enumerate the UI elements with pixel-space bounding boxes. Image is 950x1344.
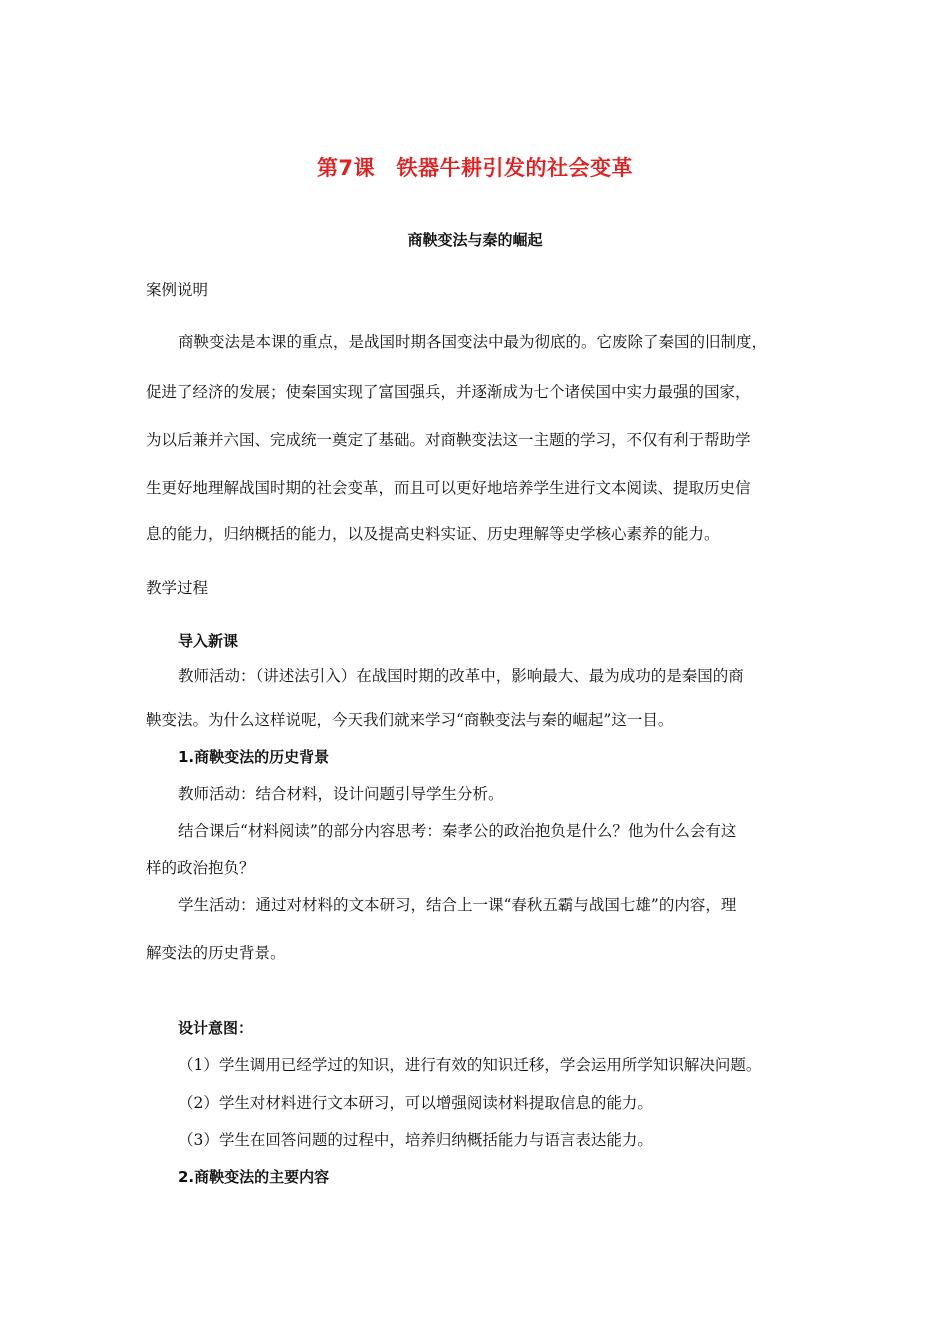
section1-line: 学生活动：通过对材料的文本研习，结合上一课“春秋五霸与战国七雄”的内容，理	[178, 896, 737, 914]
section1-heading: 1.商鞅变法的历史背景	[178, 748, 330, 766]
case-heading: 案例说明	[146, 281, 209, 299]
intro-line: 鞅变法。为什么这样说呢，今天我们就来学习“商鞅变法与秦的崛起”这一目。	[146, 711, 674, 729]
case-paragraph-line: 生更好地理解战国时期的社会变革，而且可以更好地培养学生进行文本阅读、提取历史信	[146, 479, 751, 497]
section1-line: 结合课后“材料阅读”的部分内容思考：秦孝公的政治抱负是什么？他为什么会有这	[178, 822, 737, 840]
design-item: （3）学生在回答问题的过程中，培养归纳概括能力与语言表达能力。	[178, 1131, 653, 1149]
case-paragraph-line: 息的能力，归纳概括的能力，以及提高史料实证、历史理解等史学核心素养的能力。	[146, 525, 720, 543]
section2-heading: 2.商鞅变法的主要内容	[178, 1168, 330, 1186]
case-paragraph-line: 促进了经济的发展；使秦国实现了富国强兵，并逐渐成为七个诸侯国中实力最强的国家，	[146, 383, 751, 401]
section1-line: 教师活动：结合材料，设计问题引导学生分析。	[178, 785, 504, 803]
intro-heading: 导入新课	[178, 632, 239, 650]
design-heading: 设计意图：	[178, 1019, 254, 1037]
lesson-subtitle: 商鞅变法与秦的崛起	[407, 231, 543, 249]
case-paragraph-line: 为以后兼并六国、完成统一奠定了基础。对商鞅变法这一主题的学习，不仅有利于帮助学	[146, 431, 751, 449]
case-paragraph-line: 商鞅变法是本课的重点，是战国时期各国变法中最为彻底的。它废除了秦国的旧制度，	[178, 333, 768, 351]
lesson-title: 第7课 铁器牛耕引发的社会变革	[316, 156, 634, 180]
section1-line: 解变法的历史背景。	[146, 944, 286, 962]
process-heading: 教学过程	[146, 579, 209, 597]
section1-line: 样的政治抱负？	[146, 859, 255, 877]
design-item: （2）学生对材料进行文本研习，可以增强阅读材料提取信息的能力。	[178, 1094, 653, 1112]
design-item: （1）学生调用已经学过的知识，进行有效的知识迁移，学会运用所学知识解决问题。	[178, 1056, 762, 1074]
intro-line: 教师活动：（讲述法引入）在战国时期的改革中，影响最大、最为成功的是秦国的商	[178, 667, 744, 685]
